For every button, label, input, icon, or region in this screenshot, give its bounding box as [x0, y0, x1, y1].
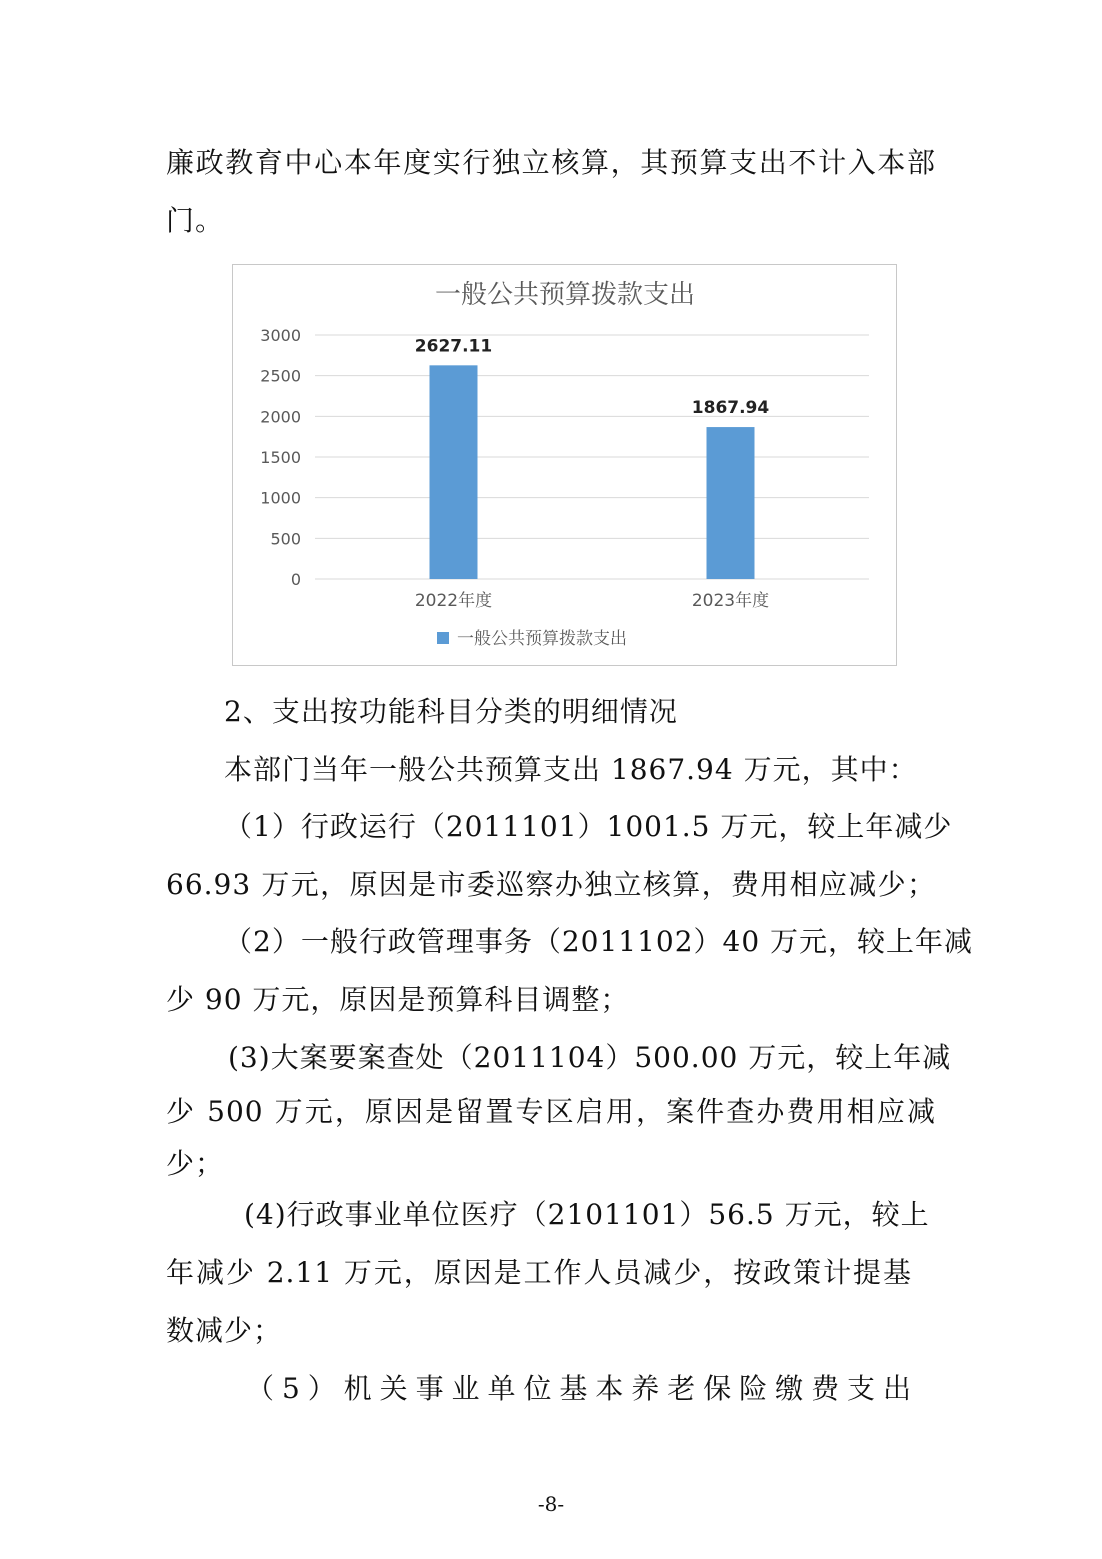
bar-chart [232, 264, 897, 666]
x-tick-label: 2023年度 [691, 591, 770, 611]
chart-gridlines [315, 335, 869, 579]
section-heading: 2、支出按功能科目分类的明细情况 [224, 695, 678, 728]
body-line: 少； [166, 1147, 225, 1180]
body-line: 本部门当年一般公共预算支出 1867.94 万元，其中： [224, 753, 918, 786]
y-tick-label: 500 [270, 529, 301, 549]
y-tick-label: 1500 [260, 448, 301, 467]
bar [707, 427, 755, 579]
body-line: 数减少； [166, 1314, 283, 1347]
bar-value-label: 1867.94 [691, 398, 770, 419]
chart-y-ticks [260, 326, 301, 589]
body-line: （2）一般行政管理事务（2011102）40 万元，较上年减 [224, 925, 974, 958]
bar-value-label: 2627.11 [414, 336, 493, 357]
chart-legend [437, 629, 627, 649]
paragraph-line: 门。 [166, 204, 225, 237]
body-line: （1）行政运行（2011101）1001.5 万元，较上年减少 [224, 810, 953, 843]
body-line: (4)行政事业单位医疗（2101101）56.5 万元，较上 [244, 1198, 930, 1231]
x-tick-label: 2022年度 [414, 591, 493, 611]
y-tick-label: 1000 [260, 488, 301, 508]
y-tick-label: 2500 [260, 366, 301, 386]
body-line: 少 500 万元，原因是留置专区启用，案件查办费用相应减 [166, 1095, 936, 1128]
chart-svg [233, 265, 896, 665]
legend-label: 一般公共预算拨款支出 [457, 629, 627, 649]
y-tick-label: 2000 [260, 407, 301, 427]
body-line: (3)大案要案查处（2011104）500.00 万元，较上年减 [228, 1041, 952, 1074]
legend-swatch [437, 632, 449, 644]
body-line: 66.93 万元，原因是市委巡察办独立核算，费用相应减少； [166, 868, 936, 901]
y-tick-label: 0 [290, 570, 301, 589]
y-tick-label: 3000 [260, 326, 301, 345]
chart-title: 一般公共预算拨款支出 [434, 280, 696, 310]
bar [430, 365, 478, 579]
body-line: （5）机关事业单位基本养老保险缴费支出 [246, 1372, 912, 1405]
page-number: -8- [537, 1492, 565, 1516]
body-line: 少 90 万元，原因是预算科目调整； [166, 983, 630, 1016]
chart-x-ticks [415, 590, 769, 611]
body-line: 年减少 2.11 万元，原因是工作人员减少，按政策计提基 [166, 1256, 912, 1289]
paragraph-line: 廉政教育中心本年度实行独立核算，其预算支出不计入本部 [166, 146, 936, 179]
